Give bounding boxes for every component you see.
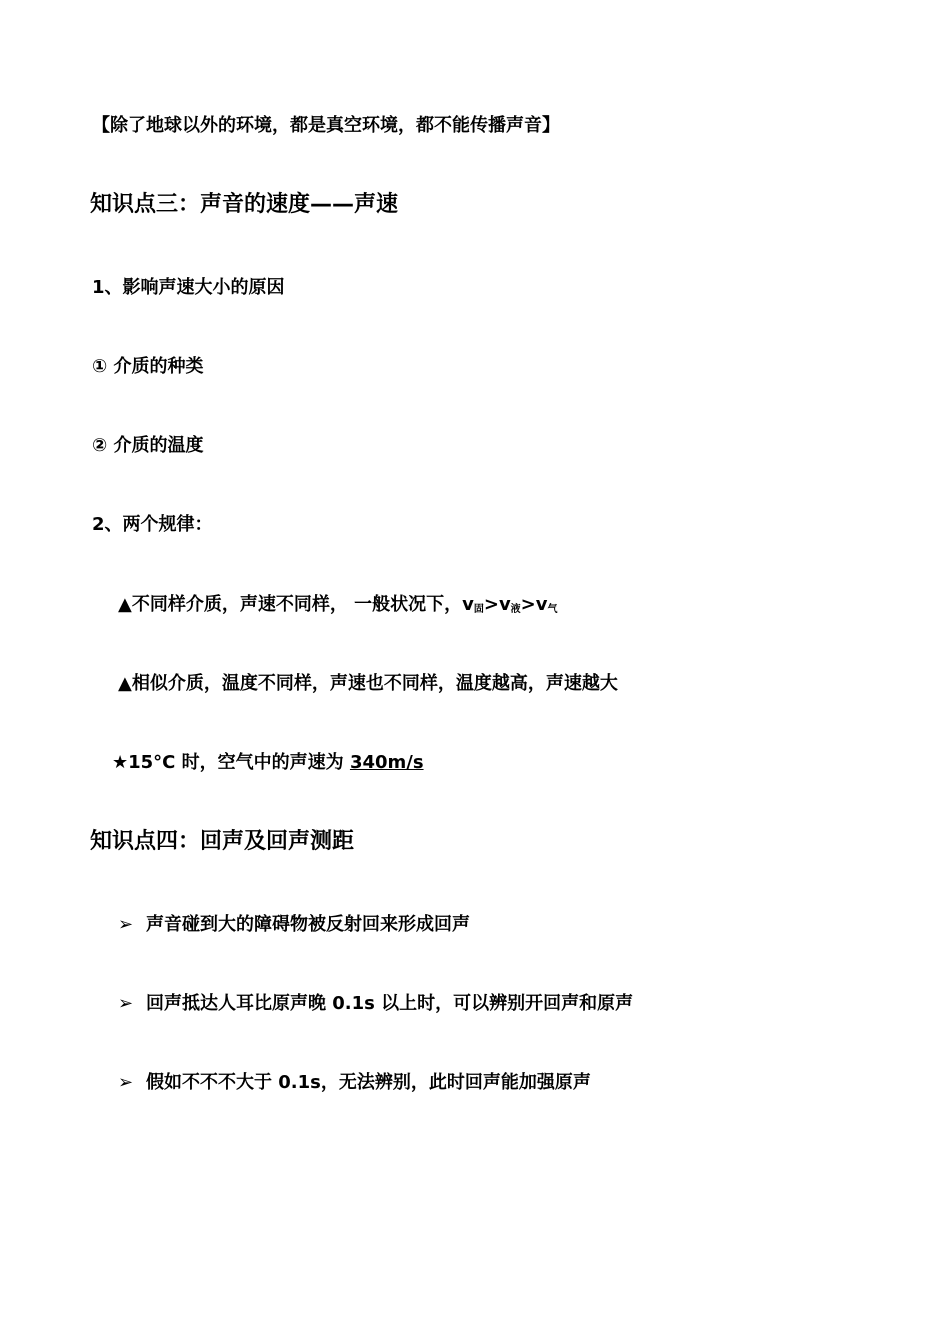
echo-bullet-2: [118, 992, 633, 1016]
speed-of-sound-fact: [112, 751, 424, 775]
factor-medium-type: ① 介质的种类: [92, 356, 204, 377]
v-gas: v: [535, 594, 548, 615]
rule-1-text: ▲不同样介质，声速不同样， 一般状况下，: [118, 594, 463, 615]
greater-than-2: >: [520, 594, 536, 615]
rule-different-media: [118, 593, 558, 622]
subscript-gas: 气: [547, 604, 558, 615]
subscript-liquid: 液: [510, 604, 521, 615]
factor-medium-temperature: ② 介质的温度: [92, 435, 204, 456]
bullet-text: 声音碰到大的障碍物被反射回来形成回声: [146, 914, 470, 935]
point-2-heading: 2、两个规律：: [92, 514, 213, 535]
greater-than-1: >: [483, 594, 499, 615]
bullet-text: 回声抵达人耳比原声晚 0.1s 以上时，可以辨别开回声和原声: [146, 993, 634, 1014]
point-1-heading: 1、影响声速大小的原因: [92, 277, 285, 298]
rule-temperature: ▲相似介质，温度不同样，声速也不同样，温度越高，声速越大: [118, 673, 618, 694]
section-4-title: 知识点四：回声及回声测距: [90, 829, 355, 854]
arrow-bullet-icon: ➢: [118, 993, 134, 1014]
arrow-bullet-icon: ➢: [118, 914, 134, 935]
echo-bullet-1: [118, 913, 470, 937]
v-solid: v: [462, 594, 474, 615]
bullet-text: 假如不不不大于 0.1s，无法辨别，此时回声能加强原声: [146, 1072, 591, 1093]
v-liquid: v: [498, 594, 511, 615]
fact-prefix: ★15°C 时，空气中的声速为: [112, 752, 350, 773]
arrow-bullet-icon: ➢: [118, 1072, 134, 1093]
subscript-solid: 固: [473, 604, 484, 615]
speed-value: 340m/s: [349, 752, 424, 773]
section-3-title: 知识点三：声音的速度——声速: [90, 192, 399, 217]
echo-bullet-3: [118, 1071, 591, 1095]
vacuum-note: 【除了地球以外的环境，都是真空环境，都不能传播声音】: [92, 115, 560, 136]
